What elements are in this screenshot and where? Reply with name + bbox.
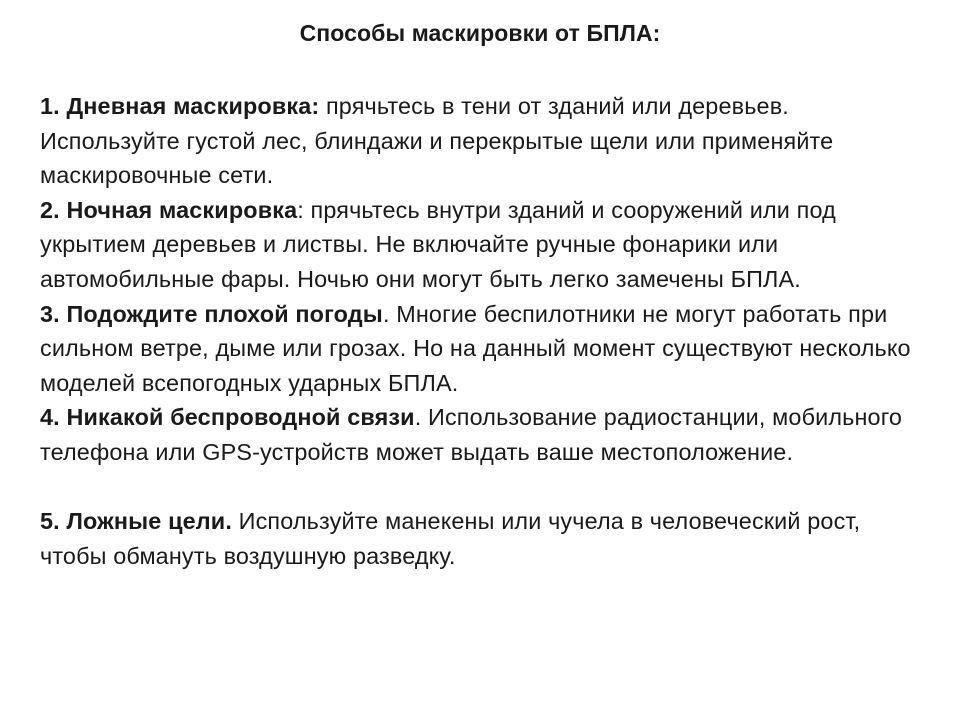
spacer — [40, 470, 920, 505]
slide-title: Способы маскировки от БПЛА: — [299, 20, 661, 46]
item-text: прячьтесь в тени от зданий или деревьев. Используйте густой лес, блиндажи и перекрытые щели или применяйте маскировочные сети. — [40, 93, 834, 189]
item-text: . Многие беспилотники не могут работать при сильном ветре, дыме или грозах. Но на данный момент существуют несколько моделей всепогодных ударных БПЛА. — [40, 300, 911, 396]
item-label: 4. Никакой беспроводной связи — [40, 404, 415, 431]
list-item-night-camouflage — [40, 193, 920, 297]
slide-body — [40, 89, 920, 573]
list-item-bad-weather — [40, 297, 920, 401]
item-label: 3. Подождите плохой погоды — [40, 300, 383, 327]
item-text: Используйте манекены или чучела в человеческий рост, чтобы обмануть воздушную разведку. — [40, 508, 861, 569]
item-text: . Использование радиостанции, мобильного телефона или GPS-устройств может выдать ваше местоположение. — [40, 404, 903, 465]
item-label: 2. Ночная маскировка — [40, 196, 298, 223]
list-item-no-wireless — [40, 400, 920, 469]
item-text: : прячьтесь внутри зданий и сооружений или под укрытием деревьев и листвы. Не включайте ручные фонарики или автомобильные фары. Ночью они могут быть легко замечены БПЛА. — [40, 196, 836, 292]
list-item-day-camouflage — [40, 89, 920, 193]
item-label: 1. Дневная маскировка: — [40, 93, 320, 119]
item-label: 5. Ложные цели. — [40, 508, 232, 535]
list-item-decoys — [40, 504, 920, 573]
